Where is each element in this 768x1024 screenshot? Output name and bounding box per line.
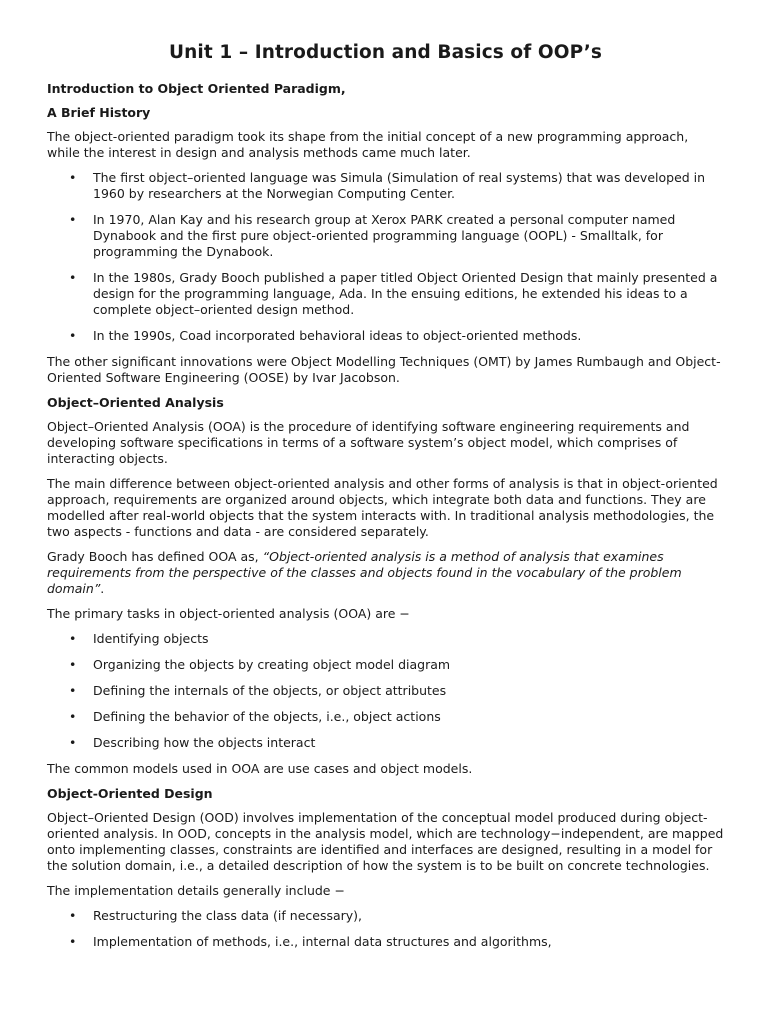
list-item: • Describing how the objects interact bbox=[69, 735, 316, 750]
history-paragraph: The object-oriented paradigm took its shape from the initial concept of a new programming approach, while the interest in design and analysis methods came much later. bbox=[47, 129, 689, 160]
history-list bbox=[47, 170, 724, 344]
list-item: • Organizing the objects by creating object model diagram bbox=[69, 657, 451, 672]
history-after-paragraph: The other significant innovations were Object Modelling Techniques (OMT) by James Rumbaugh and Object-Oriented Software Engineering (OOSE) by Ivar Jacobson. bbox=[47, 354, 721, 385]
ood-impl-intro: The implementation details generally include − bbox=[47, 883, 345, 898]
history-heading: A Brief History bbox=[47, 105, 151, 120]
ooa-paragraph-2: The main difference between object-oriented analysis and other forms of analysis is that in object-oriented approach, requirements are organized around objects, which integrate both data and functions. They are modelled after real-world objects that the system interacts with. In traditional analysis methodologies, the two aspects - functions and data - are considered separately. bbox=[47, 476, 718, 539]
ooa-paragraph-1: Object–Oriented Analysis (OOA) is the procedure of identifying software engineering requirements and developing software specifications in terms of a software system’s object model, which comprises of interacting objects. bbox=[47, 419, 690, 466]
list-item: • In 1970, Alan Kay and his research group at Xerox PARK created a personal computer named Dynabook and the first pure object-oriented programming language (OOPL) - Smalltalk, for programming the Dynabook. bbox=[69, 212, 676, 259]
bullet-icon: • bbox=[69, 270, 77, 285]
list-item: • Identifying objects bbox=[69, 631, 209, 646]
list-item: • In the 1990s, Coad incorporated behavioral ideas to object-oriented methods. bbox=[69, 328, 582, 343]
ood-heading: Object-Oriented Design bbox=[47, 786, 213, 801]
ooa-models-paragraph: The common models used in OOA are use cases and object models. bbox=[47, 761, 473, 776]
ooa-tasks-intro: The primary tasks in object-oriented analysis (OOA) are − bbox=[47, 606, 410, 621]
bullet-icon: • bbox=[69, 908, 77, 923]
list-item: • Restructuring the class data (if necessary), bbox=[69, 908, 363, 923]
list-item: • Defining the internals of the objects, or object attributes bbox=[69, 683, 447, 698]
bullet-icon: • bbox=[69, 328, 77, 343]
bullet-icon: • bbox=[69, 170, 77, 185]
ooa-heading: Object–Oriented Analysis bbox=[47, 395, 224, 410]
bullet-icon: • bbox=[69, 657, 77, 672]
ooa-quote-paragraph: Grady Booch has defined OOA as, “Object-oriented analysis is a method of analysis that examines requirements from the perspective of the classes and objects found in the vocabulary of the problem domain”. bbox=[47, 549, 682, 596]
ooa-quote: “Object-oriented analysis is a method of analysis that examines requirements from the perspective of the classes and objects found in the vocabulary of the problem domain” bbox=[47, 549, 682, 596]
bullet-icon: • bbox=[69, 683, 77, 698]
ood-impl-list bbox=[47, 908, 724, 950]
bullet-icon: • bbox=[69, 212, 77, 227]
bullet-icon: • bbox=[69, 934, 77, 949]
list-item: • In the 1980s, Grady Booch published a paper titled Object Oriented Design that mainly presented a design for the programming language, Ada. In the ensuing editions, he extended his ideas to a complete object–oriented design method. bbox=[69, 270, 718, 317]
page-title: Unit 1 – Introduction and Basics of OOP’s bbox=[169, 42, 602, 63]
ooa-tasks-list bbox=[47, 631, 724, 751]
intro-heading: Introduction to Object Oriented Paradigm, bbox=[47, 81, 346, 96]
list-item: • The first object–oriented language was Simula (Simulation of real systems) that was developed in 1960 by researchers at the Norwegian Computing Center. bbox=[69, 170, 706, 201]
list-item: • Defining the behavior of the objects, i.e., object actions bbox=[69, 709, 441, 724]
bullet-icon: • bbox=[69, 709, 77, 724]
bullet-icon: • bbox=[69, 735, 77, 750]
ood-paragraph: Object–Oriented Design (OOD) involves implementation of the conceptual model produced during object-oriented analysis. In OOD, concepts in the analysis model, which are technology−independent, are mapped onto implementing classes, constraints are identified and interfaces are designed, resulting in a model for the solution domain, i.e., a detailed description of how the system is to be built on concrete technologies. bbox=[47, 810, 724, 873]
list-item: • Implementation of methods, i.e., internal data structures and algorithms, bbox=[69, 934, 552, 949]
bullet-icon: • bbox=[69, 631, 77, 646]
